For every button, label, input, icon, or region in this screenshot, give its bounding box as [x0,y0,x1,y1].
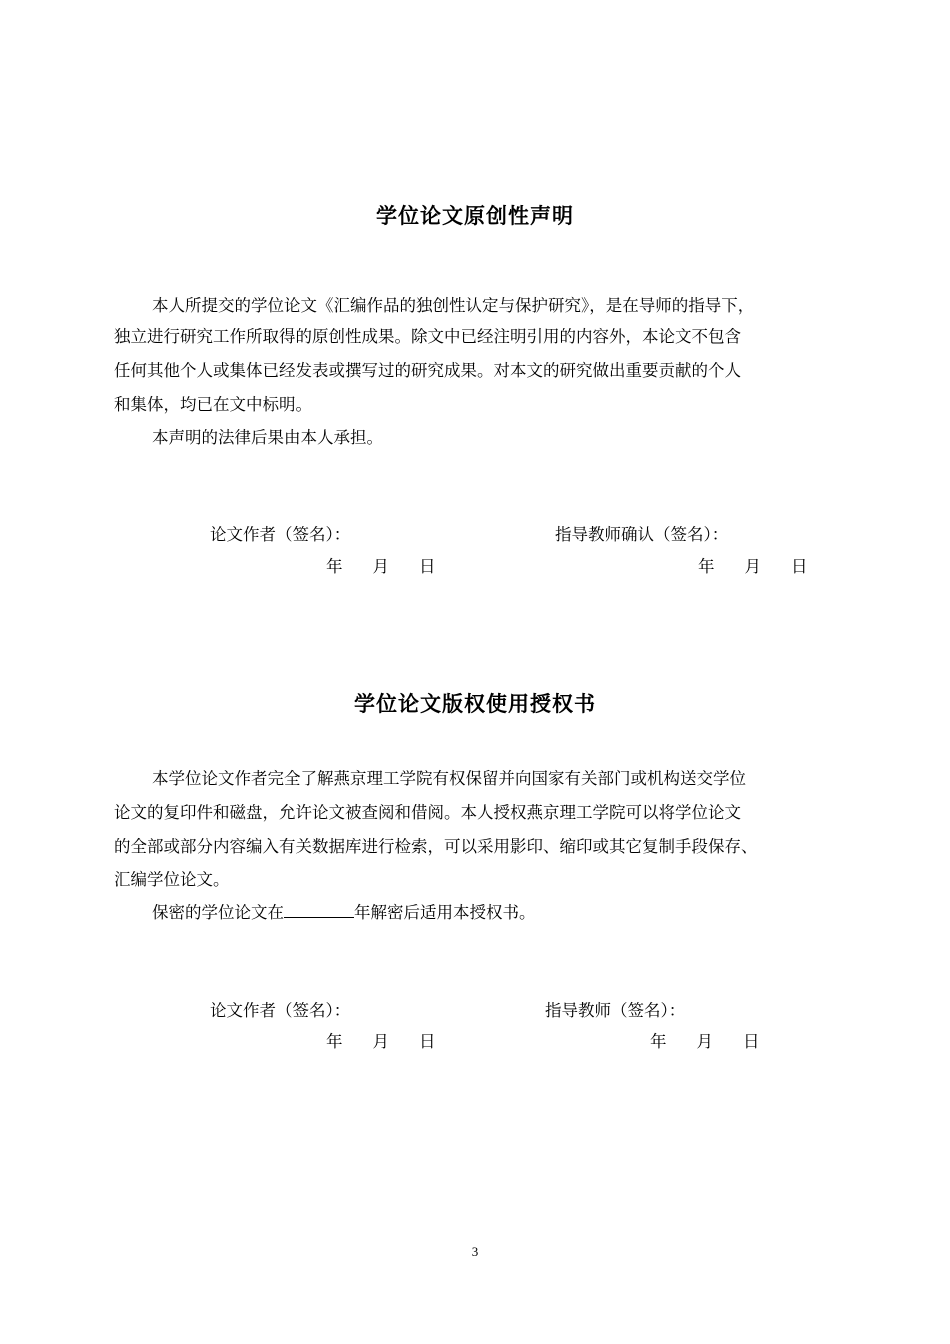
date-month-label: 月 [744,557,761,576]
authorization-secrecy-line [152,903,536,923]
secrecy-years-blank[interactable] [284,903,354,918]
date-year-label: 年 [326,557,343,576]
authorization-line-2: 论文的复印件和磁盘，允许论文被查阅和借阅。本人授权燕京理工学院可以将学位论文 [114,803,741,822]
declaration-title: 学位论文原创性声明 [376,204,574,228]
date-day-label: 日 [419,1032,436,1051]
declaration-line-3: 任何其他个人或集体已经发表或撰写过的研究成果。对本文的研究做出重要贡献的个人 [114,361,741,380]
authorization-author-signature-label: 论文作者（签名）： [210,1001,351,1020]
page-number: 3 [471,1244,479,1259]
authorization-advisor-date [650,1032,760,1052]
authorization-advisor-signature-label: 指导教师（签名）： [545,1001,686,1020]
declaration-author-date [326,557,436,577]
authorization-title: 学位论文版权使用授权书 [354,692,596,716]
declaration-advisor-date [698,557,808,577]
secrecy-text-after: 年解密后适用本授权书。 [354,903,536,922]
declaration-line-1: 本人所提交的学位论文《汇编作品的独创性认定与保护研究》，是在导师的指导下， [152,296,755,315]
date-year-label: 年 [326,1032,343,1051]
declaration-liability: 本声明的法律后果由本人承担。 [152,428,383,447]
date-year-label: 年 [650,1032,667,1051]
date-month-label: 月 [696,1032,713,1051]
date-day-label: 日 [743,1032,760,1051]
date-month-label: 月 [372,557,389,576]
declaration-advisor-signature-label: 指导教师确认（签名）： [555,525,729,544]
date-day-label: 日 [791,557,808,576]
date-month-label: 月 [372,1032,389,1051]
declaration-author-signature-label: 论文作者（签名）： [210,525,351,544]
date-day-label: 日 [419,557,436,576]
date-year-label: 年 [698,557,715,576]
declaration-line-2: 独立进行研究工作所取得的原创性成果。除文中已经注明引用的内容外，本论文不包含 [114,327,741,346]
declaration-line-4: 和集体，均已在文中标明。 [114,395,312,414]
authorization-author-date [326,1032,436,1052]
authorization-line-1: 本学位论文作者完全了解燕京理工学院有权保留并向国家有关部门或机构送交学位 [152,769,746,788]
secrecy-text-before: 保密的学位论文在 [152,903,284,922]
authorization-line-3: 的全部或部分内容编入有关数据库进行检索，可以采用影印、缩印或其它复制手段保存、 [114,837,758,856]
authorization-line-4: 汇编学位论文。 [114,870,230,889]
